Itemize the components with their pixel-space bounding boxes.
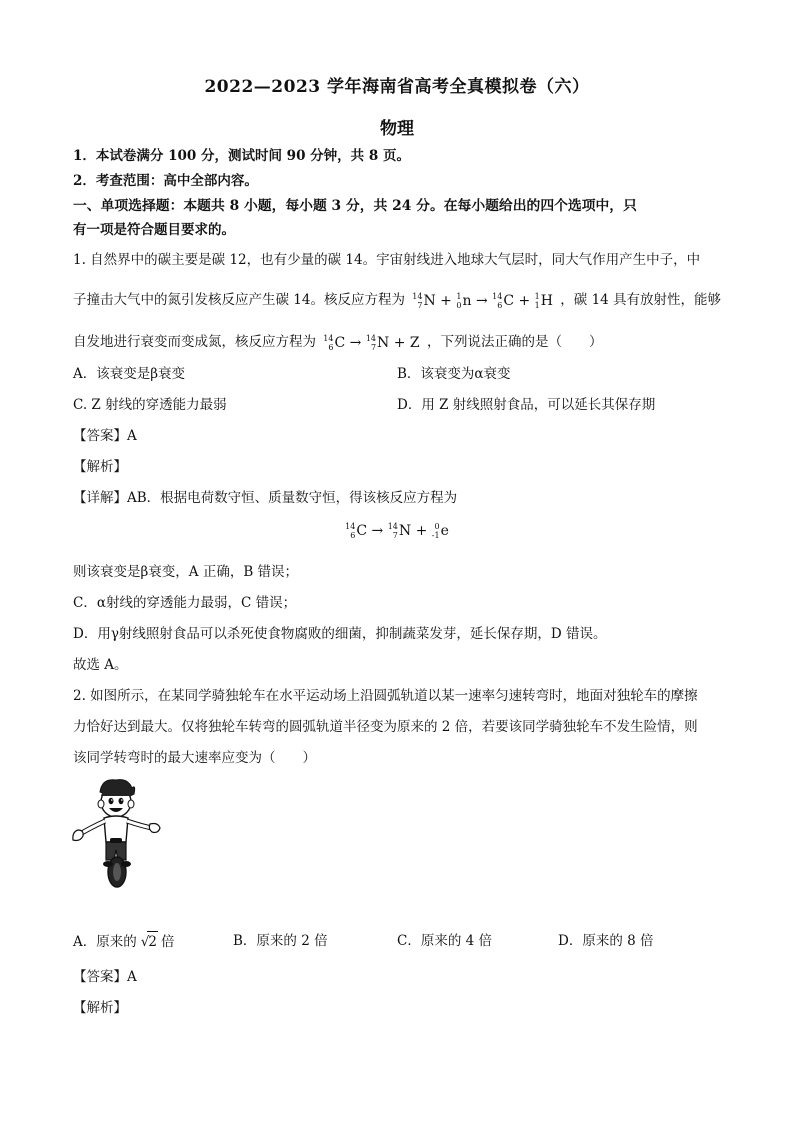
q1-conclusion-d: D．用γ射线照射食品可以杀死使食物腐败的细菌，抑制蔬菜发芽，延长保存期，D 错误。 xyxy=(73,626,607,642)
exam-subject: 物理 xyxy=(380,119,414,139)
q1-conclusion-c: C．α射线的穿透能力最弱，C 错误； xyxy=(73,595,297,611)
q2-analysis-label: 【解析】 xyxy=(73,1000,127,1016)
arrow-sign: → xyxy=(475,292,488,309)
symbol-z: Z xyxy=(409,334,420,351)
q1-stem-line3-suffix: ，下列说法正确的是（ ） xyxy=(426,334,603,350)
decay-equation-solved xyxy=(0,522,794,540)
isotope-c-nums: 14 6 xyxy=(492,291,503,310)
arrow-sign: → xyxy=(349,334,362,351)
section-heading-line1: 一、单项选择题：本题共 8 小题，每小题 3 分，共 24 分。在每小题给出的四个选项中，只 xyxy=(73,198,637,214)
sqrt-radicand: 2 xyxy=(147,931,158,952)
q1-stem-line3-prefix: 自发地进行衰变而变成氮，核反应方程为 xyxy=(73,334,316,350)
isotope-n-nums: 14 7 xyxy=(365,333,377,352)
q1-stem-line3 xyxy=(73,332,602,353)
symbol-n: N xyxy=(398,523,412,539)
q2-stem-line3: 该同学转弯时的最大速率应变为（ ） xyxy=(73,750,316,766)
formation-equation xyxy=(412,291,553,311)
unicycle-rider-illustration xyxy=(70,776,162,890)
symbol-electron: e xyxy=(440,523,449,539)
exam-title: 2022—2023 学年海南省高考全真模拟卷（六） xyxy=(204,77,590,97)
isotope-h-nums: 1 1 xyxy=(534,291,540,310)
q1-stem-line2 xyxy=(73,290,721,311)
q2-answer: 【答案】A xyxy=(73,969,137,985)
q1-option-b: B．该衰变为α衰变 xyxy=(397,366,511,382)
isotope-c-nums: 14 6 xyxy=(345,522,356,540)
q2-option-d: D．原来的 8 倍 xyxy=(558,933,654,949)
isotope-neutron-nums: 1 0 xyxy=(456,291,462,310)
symbol-h: H xyxy=(540,292,553,309)
symbol-c: C xyxy=(356,523,368,539)
decay-equation-unknown xyxy=(323,333,419,353)
note-2: 2．考查范围：高中全部内容。 xyxy=(73,173,258,189)
q1-option-d: D．用 Z 射线照射食品，可以延长其保存期 xyxy=(397,397,656,413)
isotope-electron-nums: 0 -1 xyxy=(431,522,440,540)
plus-sign: + xyxy=(518,292,531,309)
q2-stem-line1: 2. 如图所示，在某同学骑独轮车在水平运动场上沿圆弧轨道以某一速率匀速转弯时，地面对独轮车的摩擦 xyxy=(73,688,698,704)
q2-option-c: C．原来的 4 倍 xyxy=(397,933,493,949)
q2-stem-line2: 力恰好达到最大。仅将独轮车转弯的圆弧轨道半径变为原来的 2 倍，若要该同学骑独轮车不发生险情，则 xyxy=(73,719,698,735)
symbol-neutron: n xyxy=(462,292,472,309)
q1-option-a: A．该衰变是β衰变 xyxy=(73,366,186,382)
q1-stem-line1: 1. 自然界中的碳主要是碳 12，也有少量的碳 14。宇宙射线进入地球大气层时，同大气作用产生中子，中 xyxy=(73,252,701,268)
isotope-n-nums: 14 7 xyxy=(387,522,398,540)
plus-sign: + xyxy=(393,334,406,351)
q1-analysis-label: 【解析】 xyxy=(73,459,127,475)
q1-choose: 故选 A。 xyxy=(73,657,128,673)
note-1: 1．本试卷满分 100 分，测试时间 90 分钟，共 8 页。 xyxy=(73,148,410,164)
plus-sign: + xyxy=(440,292,452,309)
q1-detail: 【详解】AB．根据电荷数守恒、质量数守恒，得该核反应方程为 xyxy=(73,490,458,506)
arrow-sign: → xyxy=(371,523,384,539)
q1-answer: 【答案】A xyxy=(73,428,137,444)
q1-conclusion-ab: 则该衰变是β衰变，A 正确，B 错误； xyxy=(73,564,299,580)
symbol-n: N xyxy=(377,334,390,351)
symbol-c: C xyxy=(503,292,515,309)
symbol-c: C xyxy=(334,334,346,351)
q2-option-a: A．原来的 √2 倍 xyxy=(73,931,174,952)
section-heading-line2: 有一项是符合题目要求的。 xyxy=(73,222,235,238)
isotope-c-nums: 14 6 xyxy=(323,333,334,352)
q1-stem-line2-prefix: 子撞击大气中的氮引发核反应产生碳 14。核反应方程为 xyxy=(73,292,405,308)
q1-stem-line2-suffix: ，碳 14 具有放射性，能够 xyxy=(560,292,722,308)
plus-sign: + xyxy=(415,523,428,539)
q2-option-b: B．原来的 2 倍 xyxy=(233,933,328,949)
isotope-n-nums: 14 7 xyxy=(412,291,423,310)
q1-option-c: C. Z 射线的穿透能力最弱 xyxy=(73,397,227,413)
symbol-n: N xyxy=(423,292,436,309)
